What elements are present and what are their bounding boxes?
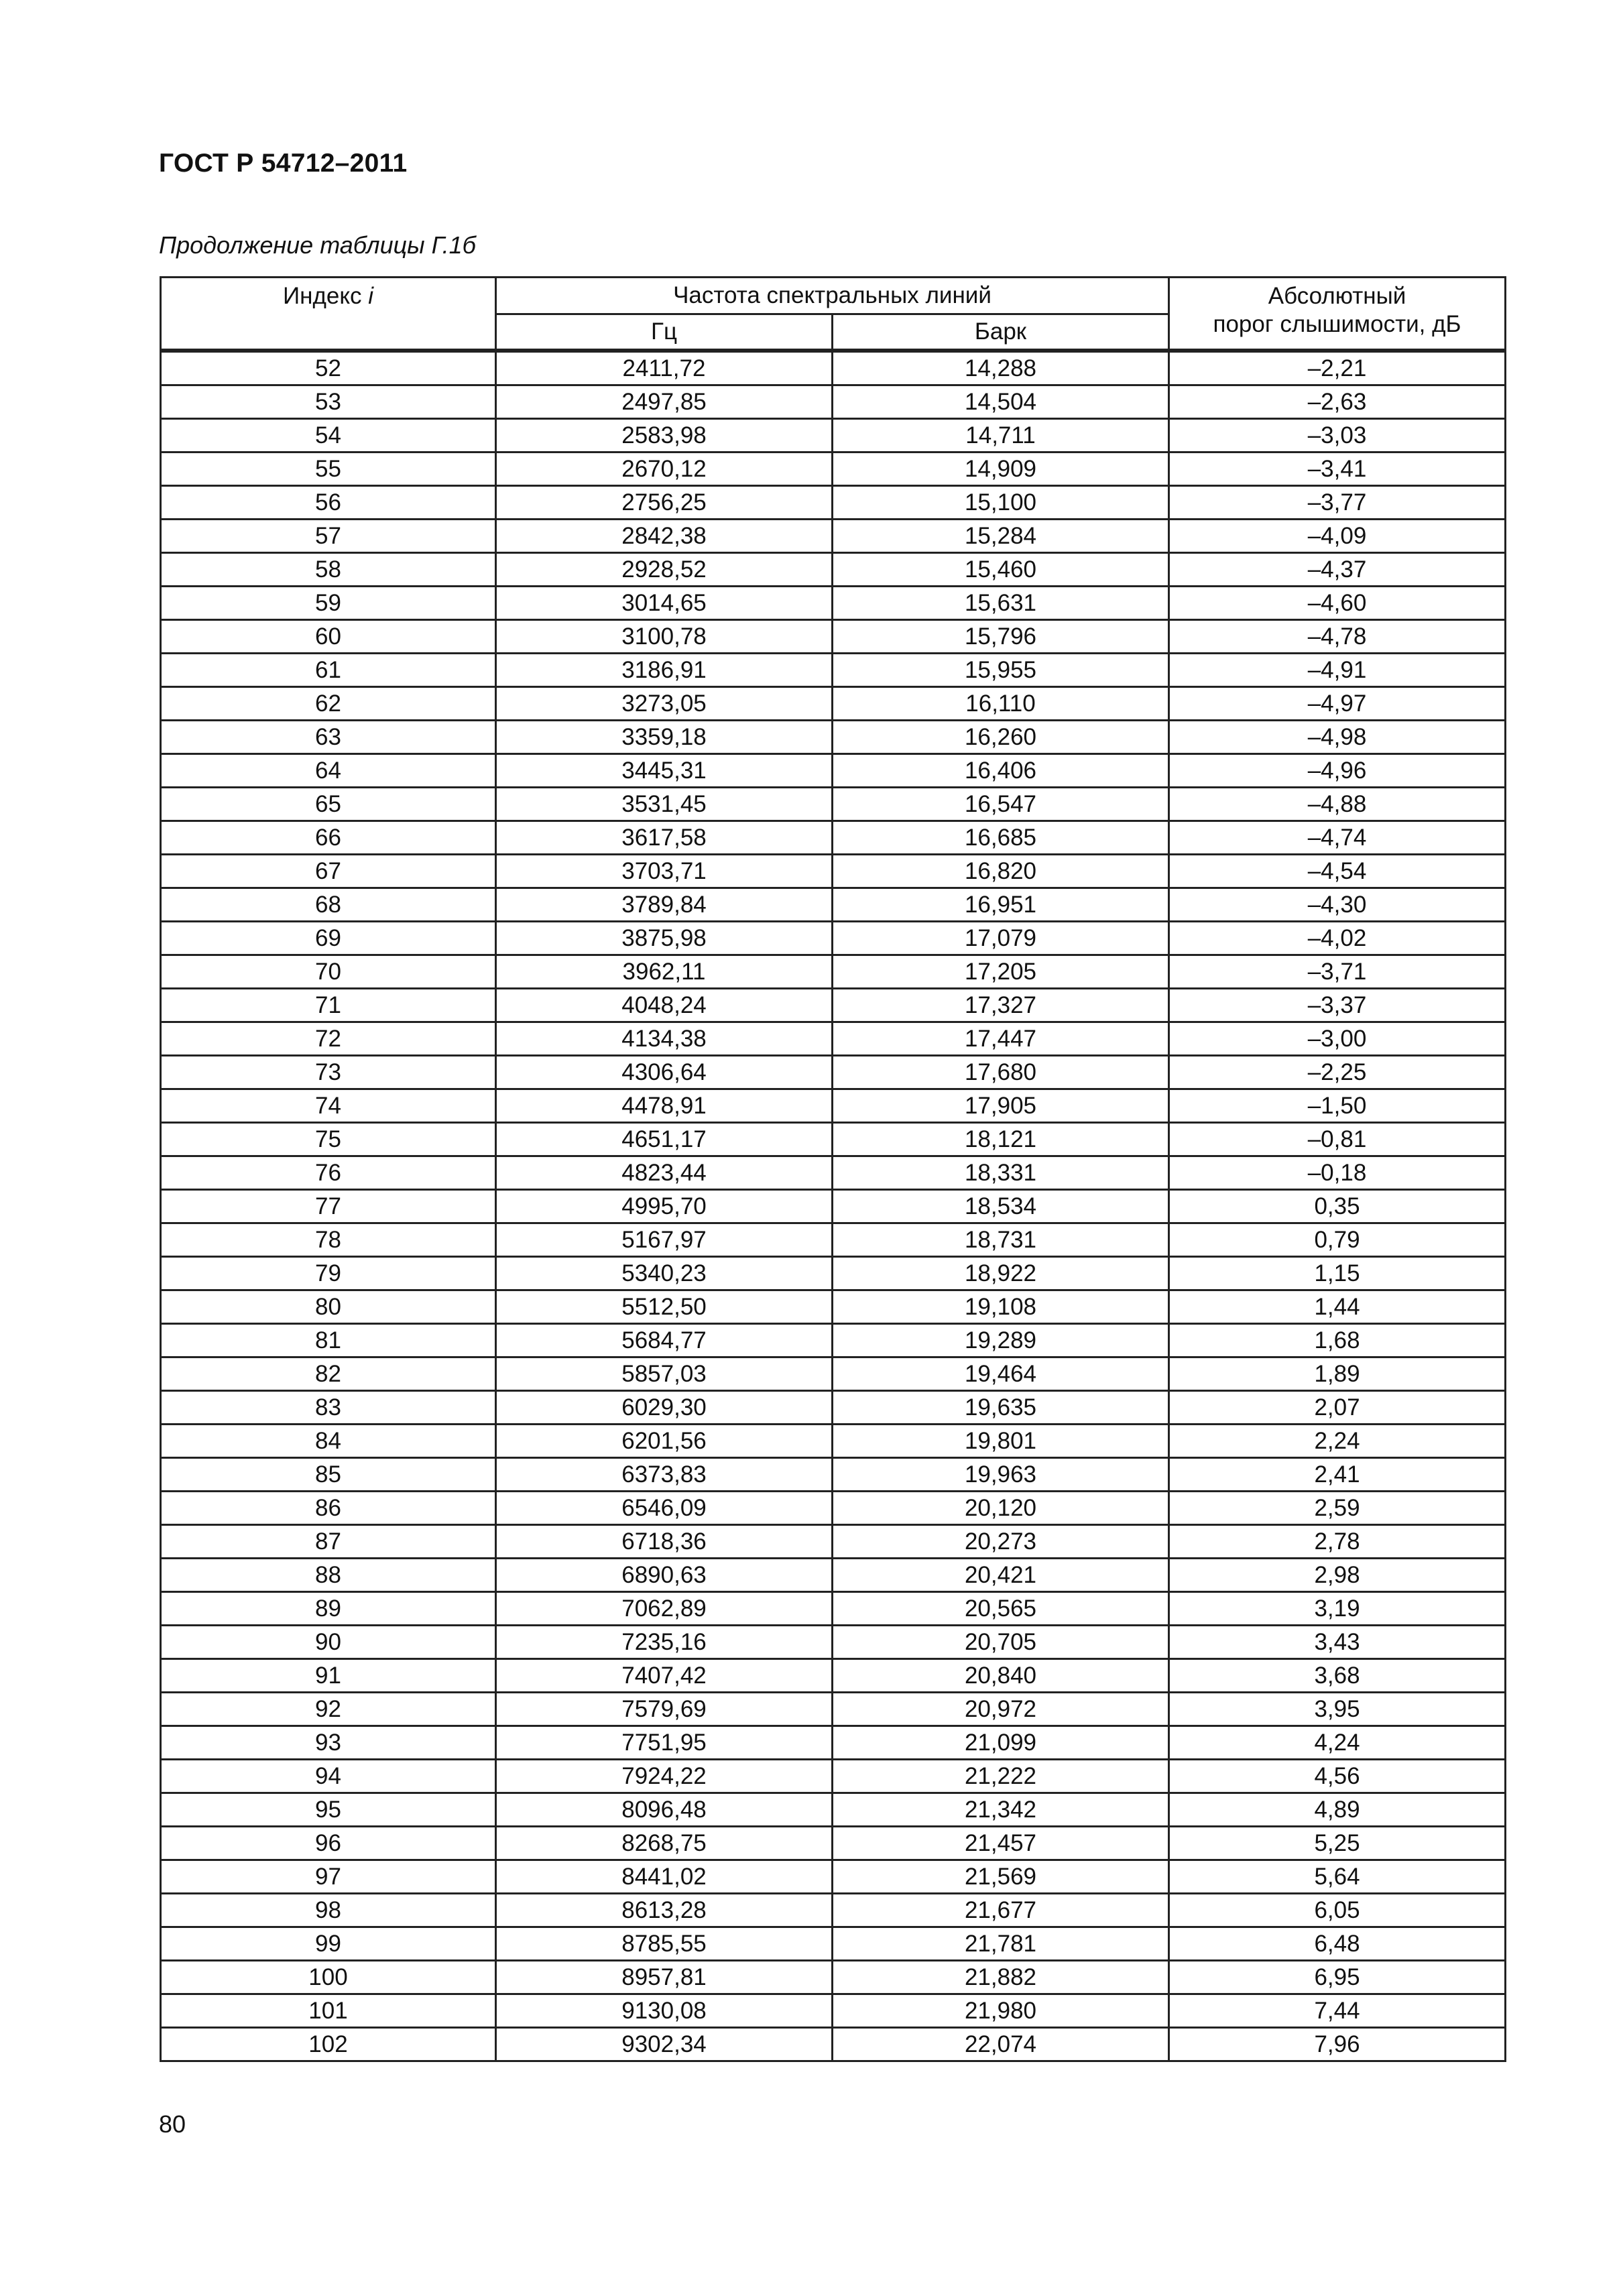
cell-index: 57 xyxy=(161,520,496,553)
cell-bark: 20,273 xyxy=(833,1525,1169,1559)
cell-bark: 16,685 xyxy=(833,821,1169,855)
table-row xyxy=(161,1123,1506,1156)
cell-threshold: 4,56 xyxy=(1169,1760,1506,1793)
cell-bark: 21,342 xyxy=(833,1793,1169,1827)
cell-bark: 20,120 xyxy=(833,1492,1169,1525)
cell-threshold: 1,15 xyxy=(1169,1257,1506,1290)
cell-threshold: –4,74 xyxy=(1169,821,1506,855)
cell-bark: 19,635 xyxy=(833,1391,1169,1425)
table-row xyxy=(161,1324,1506,1357)
cell-hz: 4306,64 xyxy=(496,1056,833,1089)
cell-threshold: –0,81 xyxy=(1169,1123,1506,1156)
cell-hz: 5340,23 xyxy=(496,1257,833,1290)
cell-index: 54 xyxy=(161,419,496,452)
cell-index: 96 xyxy=(161,1827,496,1860)
table-row xyxy=(161,754,1506,788)
cell-bark: 19,289 xyxy=(833,1324,1169,1357)
table-row xyxy=(161,385,1506,419)
cell-hz: 3100,78 xyxy=(496,620,833,654)
cell-threshold: –4,09 xyxy=(1169,520,1506,553)
column-header-frequency: Частота спектральных линий xyxy=(496,278,1169,314)
cell-threshold: 3,19 xyxy=(1169,1592,1506,1626)
cell-index: 68 xyxy=(161,888,496,922)
cell-index: 78 xyxy=(161,1223,496,1257)
cell-threshold: 5,25 xyxy=(1169,1827,1506,1860)
cell-hz: 3789,84 xyxy=(496,888,833,922)
cell-hz: 7407,42 xyxy=(496,1659,833,1693)
cell-bark: 14,504 xyxy=(833,385,1169,419)
table-row xyxy=(161,1860,1506,1894)
cell-index: 77 xyxy=(161,1190,496,1223)
spectral-lines-table xyxy=(160,276,1506,2062)
cell-threshold: 4,89 xyxy=(1169,1793,1506,1827)
cell-index: 61 xyxy=(161,654,496,687)
cell-index: 55 xyxy=(161,452,496,486)
cell-hz: 9302,34 xyxy=(496,2028,833,2061)
cell-bark: 16,951 xyxy=(833,888,1169,922)
table-caption: Продолжение таблицы Г.1б xyxy=(159,231,476,259)
cell-index: 72 xyxy=(161,1022,496,1056)
cell-bark: 21,882 xyxy=(833,1961,1169,1994)
threshold-label-line2: порог слышимости, дБ xyxy=(1213,311,1461,337)
cell-bark: 21,457 xyxy=(833,1827,1169,1860)
table-row xyxy=(161,1559,1506,1592)
cell-index: 91 xyxy=(161,1659,496,1693)
cell-bark: 16,820 xyxy=(833,855,1169,888)
table-row xyxy=(161,821,1506,855)
cell-threshold: –3,77 xyxy=(1169,486,1506,520)
cell-bark: 15,631 xyxy=(833,587,1169,620)
cell-bark: 15,955 xyxy=(833,654,1169,687)
cell-hz: 6373,83 xyxy=(496,1458,833,1492)
cell-index: 60 xyxy=(161,620,496,654)
table-row xyxy=(161,2028,1506,2061)
cell-index: 70 xyxy=(161,955,496,989)
cell-hz: 5512,50 xyxy=(496,1290,833,1324)
cell-hz: 4478,91 xyxy=(496,1089,833,1123)
cell-threshold: 5,64 xyxy=(1169,1860,1506,1894)
cell-hz: 6890,63 xyxy=(496,1559,833,1592)
cell-hz: 6201,56 xyxy=(496,1425,833,1458)
cell-bark: 22,074 xyxy=(833,2028,1169,2061)
table-row xyxy=(161,922,1506,955)
cell-bark: 16,110 xyxy=(833,687,1169,721)
cell-threshold: 6,48 xyxy=(1169,1927,1506,1961)
table-row xyxy=(161,888,1506,922)
cell-threshold: 7,96 xyxy=(1169,2028,1506,2061)
table-row xyxy=(161,1290,1506,1324)
table-row xyxy=(161,1190,1506,1223)
cell-bark: 17,680 xyxy=(833,1056,1169,1089)
cell-index: 64 xyxy=(161,754,496,788)
cell-hz: 4651,17 xyxy=(496,1123,833,1156)
cell-hz: 3186,91 xyxy=(496,654,833,687)
cell-bark: 19,801 xyxy=(833,1425,1169,1458)
column-header-threshold xyxy=(1169,278,1506,351)
cell-threshold: 4,24 xyxy=(1169,1726,1506,1760)
cell-index: 93 xyxy=(161,1726,496,1760)
cell-threshold: –2,63 xyxy=(1169,385,1506,419)
cell-bark: 21,569 xyxy=(833,1860,1169,1894)
cell-index: 82 xyxy=(161,1357,496,1391)
cell-threshold: –1,50 xyxy=(1169,1089,1506,1123)
cell-bark: 18,331 xyxy=(833,1156,1169,1190)
table-row xyxy=(161,1994,1506,2028)
cell-hz: 5684,77 xyxy=(496,1324,833,1357)
cell-index: 79 xyxy=(161,1257,496,1290)
table-header xyxy=(161,278,1506,351)
cell-threshold: 7,44 xyxy=(1169,1994,1506,2028)
cell-index: 62 xyxy=(161,687,496,721)
cell-threshold: 6,05 xyxy=(1169,1894,1506,1927)
cell-index: 52 xyxy=(161,351,496,385)
cell-threshold: –4,96 xyxy=(1169,754,1506,788)
cell-bark: 20,565 xyxy=(833,1592,1169,1626)
cell-bark: 15,100 xyxy=(833,486,1169,520)
cell-hz: 8268,75 xyxy=(496,1827,833,1860)
table-row xyxy=(161,654,1506,687)
cell-hz: 5857,03 xyxy=(496,1357,833,1391)
table-row xyxy=(161,1927,1506,1961)
cell-index: 63 xyxy=(161,721,496,754)
cell-hz: 3617,58 xyxy=(496,821,833,855)
cell-threshold: 1,44 xyxy=(1169,1290,1506,1324)
cell-bark: 20,840 xyxy=(833,1659,1169,1693)
table-row xyxy=(161,452,1506,486)
table-row xyxy=(161,1492,1506,1525)
cell-hz: 3273,05 xyxy=(496,687,833,721)
cell-index: 76 xyxy=(161,1156,496,1190)
cell-threshold: –4,91 xyxy=(1169,654,1506,687)
table-row xyxy=(161,1760,1506,1793)
threshold-label-line1: Абсолютный xyxy=(1268,283,1406,309)
cell-bark: 20,705 xyxy=(833,1626,1169,1659)
page-number: 80 xyxy=(159,2110,186,2138)
cell-bark: 21,677 xyxy=(833,1894,1169,1927)
table-row xyxy=(161,1223,1506,1257)
cell-bark: 19,464 xyxy=(833,1357,1169,1391)
table-row xyxy=(161,1626,1506,1659)
cell-threshold: 0,79 xyxy=(1169,1223,1506,1257)
table-row xyxy=(161,1257,1506,1290)
cell-threshold: –4,88 xyxy=(1169,788,1506,821)
cell-index: 73 xyxy=(161,1056,496,1089)
cell-hz: 2670,12 xyxy=(496,452,833,486)
cell-index: 80 xyxy=(161,1290,496,1324)
cell-hz: 7579,69 xyxy=(496,1693,833,1726)
cell-index: 69 xyxy=(161,922,496,955)
table-row xyxy=(161,486,1506,520)
document-code: ГОСТ Р 54712–2011 xyxy=(159,149,408,178)
table-row xyxy=(161,989,1506,1022)
cell-index: 86 xyxy=(161,1492,496,1525)
table-row xyxy=(161,1726,1506,1760)
cell-index: 97 xyxy=(161,1860,496,1894)
cell-index: 101 xyxy=(161,1994,496,2028)
table-row xyxy=(161,1022,1506,1056)
cell-threshold: –4,37 xyxy=(1169,553,1506,587)
table-row xyxy=(161,1156,1506,1190)
cell-threshold: –4,54 xyxy=(1169,855,1506,888)
cell-index: 98 xyxy=(161,1894,496,1927)
cell-hz: 8096,48 xyxy=(496,1793,833,1827)
table-row xyxy=(161,855,1506,888)
cell-bark: 18,731 xyxy=(833,1223,1169,1257)
cell-threshold: 3,68 xyxy=(1169,1659,1506,1693)
cell-hz: 8613,28 xyxy=(496,1894,833,1927)
index-variable: i xyxy=(368,283,374,309)
table-row xyxy=(161,1391,1506,1425)
cell-index: 89 xyxy=(161,1592,496,1626)
cell-hz: 9130,08 xyxy=(496,1994,833,2028)
cell-bark: 17,205 xyxy=(833,955,1169,989)
table-row xyxy=(161,1793,1506,1827)
cell-threshold: –4,97 xyxy=(1169,687,1506,721)
table-body xyxy=(161,351,1506,2061)
table-row xyxy=(161,1458,1506,1492)
cell-index: 85 xyxy=(161,1458,496,1492)
table-row xyxy=(161,351,1506,385)
cell-hz: 7924,22 xyxy=(496,1760,833,1793)
cell-index: 66 xyxy=(161,821,496,855)
cell-bark: 17,905 xyxy=(833,1089,1169,1123)
table-row xyxy=(161,620,1506,654)
cell-threshold: –3,03 xyxy=(1169,419,1506,452)
cell-threshold: –3,37 xyxy=(1169,989,1506,1022)
column-header-hz: Гц xyxy=(496,314,833,351)
cell-bark: 19,963 xyxy=(833,1458,1169,1492)
cell-threshold: 1,89 xyxy=(1169,1357,1506,1391)
cell-hz: 3359,18 xyxy=(496,721,833,754)
cell-bark: 16,547 xyxy=(833,788,1169,821)
table-row xyxy=(161,1425,1506,1458)
cell-index: 75 xyxy=(161,1123,496,1156)
cell-threshold: 0,35 xyxy=(1169,1190,1506,1223)
cell-index: 56 xyxy=(161,486,496,520)
cell-hz: 2842,38 xyxy=(496,520,833,553)
cell-threshold: –4,30 xyxy=(1169,888,1506,922)
table-row xyxy=(161,1827,1506,1860)
cell-bark: 15,284 xyxy=(833,520,1169,553)
cell-bark: 16,260 xyxy=(833,721,1169,754)
table-row xyxy=(161,788,1506,821)
cell-index: 71 xyxy=(161,989,496,1022)
table-row xyxy=(161,587,1506,620)
cell-bark: 21,099 xyxy=(833,1726,1169,1760)
cell-threshold: 2,07 xyxy=(1169,1391,1506,1425)
cell-index: 94 xyxy=(161,1760,496,1793)
cell-hz: 4823,44 xyxy=(496,1156,833,1190)
table-row xyxy=(161,1525,1506,1559)
cell-index: 53 xyxy=(161,385,496,419)
cell-threshold: 2,59 xyxy=(1169,1492,1506,1525)
cell-index: 81 xyxy=(161,1324,496,1357)
table-row xyxy=(161,955,1506,989)
cell-hz: 4995,70 xyxy=(496,1190,833,1223)
cell-bark: 17,447 xyxy=(833,1022,1169,1056)
cell-bark: 16,406 xyxy=(833,754,1169,788)
cell-index: 99 xyxy=(161,1927,496,1961)
table-row xyxy=(161,520,1506,553)
cell-hz: 7235,16 xyxy=(496,1626,833,1659)
cell-bark: 17,327 xyxy=(833,989,1169,1022)
cell-threshold: –2,25 xyxy=(1169,1056,1506,1089)
cell-bark: 15,796 xyxy=(833,620,1169,654)
cell-index: 58 xyxy=(161,553,496,587)
cell-threshold: 2,78 xyxy=(1169,1525,1506,1559)
cell-threshold: –4,60 xyxy=(1169,587,1506,620)
cell-hz: 4048,24 xyxy=(496,989,833,1022)
table-row xyxy=(161,687,1506,721)
cell-hz: 3445,31 xyxy=(496,754,833,788)
table-row xyxy=(161,1693,1506,1726)
table-row xyxy=(161,1089,1506,1123)
cell-index: 84 xyxy=(161,1425,496,1458)
cell-threshold: –4,78 xyxy=(1169,620,1506,654)
cell-threshold: –3,71 xyxy=(1169,955,1506,989)
table-row xyxy=(161,1056,1506,1089)
cell-hz: 3014,65 xyxy=(496,587,833,620)
table-row xyxy=(161,1357,1506,1391)
cell-index: 88 xyxy=(161,1559,496,1592)
cell-hz: 3875,98 xyxy=(496,922,833,955)
cell-bark: 21,980 xyxy=(833,1994,1169,2028)
cell-hz: 6718,36 xyxy=(496,1525,833,1559)
cell-hz: 2497,85 xyxy=(496,385,833,419)
cell-threshold: –0,18 xyxy=(1169,1156,1506,1190)
table-row xyxy=(161,1894,1506,1927)
cell-index: 87 xyxy=(161,1525,496,1559)
cell-hz: 5167,97 xyxy=(496,1223,833,1257)
cell-bark: 21,222 xyxy=(833,1760,1169,1793)
cell-bark: 19,108 xyxy=(833,1290,1169,1324)
cell-bark: 18,121 xyxy=(833,1123,1169,1156)
cell-threshold: –2,21 xyxy=(1169,351,1506,385)
cell-index: 95 xyxy=(161,1793,496,1827)
cell-index: 59 xyxy=(161,587,496,620)
table-row xyxy=(161,553,1506,587)
cell-bark: 18,922 xyxy=(833,1257,1169,1290)
column-header-bark: Барк xyxy=(833,314,1169,351)
cell-index: 100 xyxy=(161,1961,496,1994)
cell-threshold: 2,41 xyxy=(1169,1458,1506,1492)
cell-bark: 20,421 xyxy=(833,1559,1169,1592)
cell-threshold: –3,41 xyxy=(1169,452,1506,486)
cell-bark: 18,534 xyxy=(833,1190,1169,1223)
cell-bark: 20,972 xyxy=(833,1693,1169,1726)
cell-hz: 6029,30 xyxy=(496,1391,833,1425)
cell-index: 92 xyxy=(161,1693,496,1726)
cell-threshold: 3,43 xyxy=(1169,1626,1506,1659)
cell-threshold: 6,95 xyxy=(1169,1961,1506,1994)
table-row xyxy=(161,1659,1506,1693)
cell-hz: 3962,11 xyxy=(496,955,833,989)
cell-threshold: 1,68 xyxy=(1169,1324,1506,1357)
cell-index: 65 xyxy=(161,788,496,821)
index-label: Индекс xyxy=(282,283,362,309)
cell-hz: 6546,09 xyxy=(496,1492,833,1525)
cell-hz: 8785,55 xyxy=(496,1927,833,1961)
table-row xyxy=(161,721,1506,754)
cell-bark: 14,909 xyxy=(833,452,1169,486)
cell-bark: 17,079 xyxy=(833,922,1169,955)
cell-hz: 2411,72 xyxy=(496,351,833,385)
cell-hz: 3531,45 xyxy=(496,788,833,821)
cell-index: 67 xyxy=(161,855,496,888)
cell-index: 102 xyxy=(161,2028,496,2061)
cell-hz: 3703,71 xyxy=(496,855,833,888)
cell-hz: 2583,98 xyxy=(496,419,833,452)
cell-threshold: 3,95 xyxy=(1169,1693,1506,1726)
cell-threshold: 2,24 xyxy=(1169,1425,1506,1458)
cell-threshold: –3,00 xyxy=(1169,1022,1506,1056)
cell-bark: 15,460 xyxy=(833,553,1169,587)
table-row xyxy=(161,1592,1506,1626)
cell-hz: 2928,52 xyxy=(496,553,833,587)
cell-hz: 7062,89 xyxy=(496,1592,833,1626)
table-row xyxy=(161,1961,1506,1994)
cell-threshold: 2,98 xyxy=(1169,1559,1506,1592)
cell-index: 90 xyxy=(161,1626,496,1659)
cell-bark: 14,288 xyxy=(833,351,1169,385)
cell-index: 83 xyxy=(161,1391,496,1425)
cell-index: 74 xyxy=(161,1089,496,1123)
cell-hz: 2756,25 xyxy=(496,486,833,520)
cell-bark: 14,711 xyxy=(833,419,1169,452)
table-row xyxy=(161,419,1506,452)
cell-threshold: –4,02 xyxy=(1169,922,1506,955)
cell-hz: 7751,95 xyxy=(496,1726,833,1760)
cell-bark: 21,781 xyxy=(833,1927,1169,1961)
cell-threshold: –4,98 xyxy=(1169,721,1506,754)
cell-hz: 8957,81 xyxy=(496,1961,833,1994)
cell-hz: 8441,02 xyxy=(496,1860,833,1894)
column-header-index xyxy=(161,278,496,351)
cell-hz: 4134,38 xyxy=(496,1022,833,1056)
